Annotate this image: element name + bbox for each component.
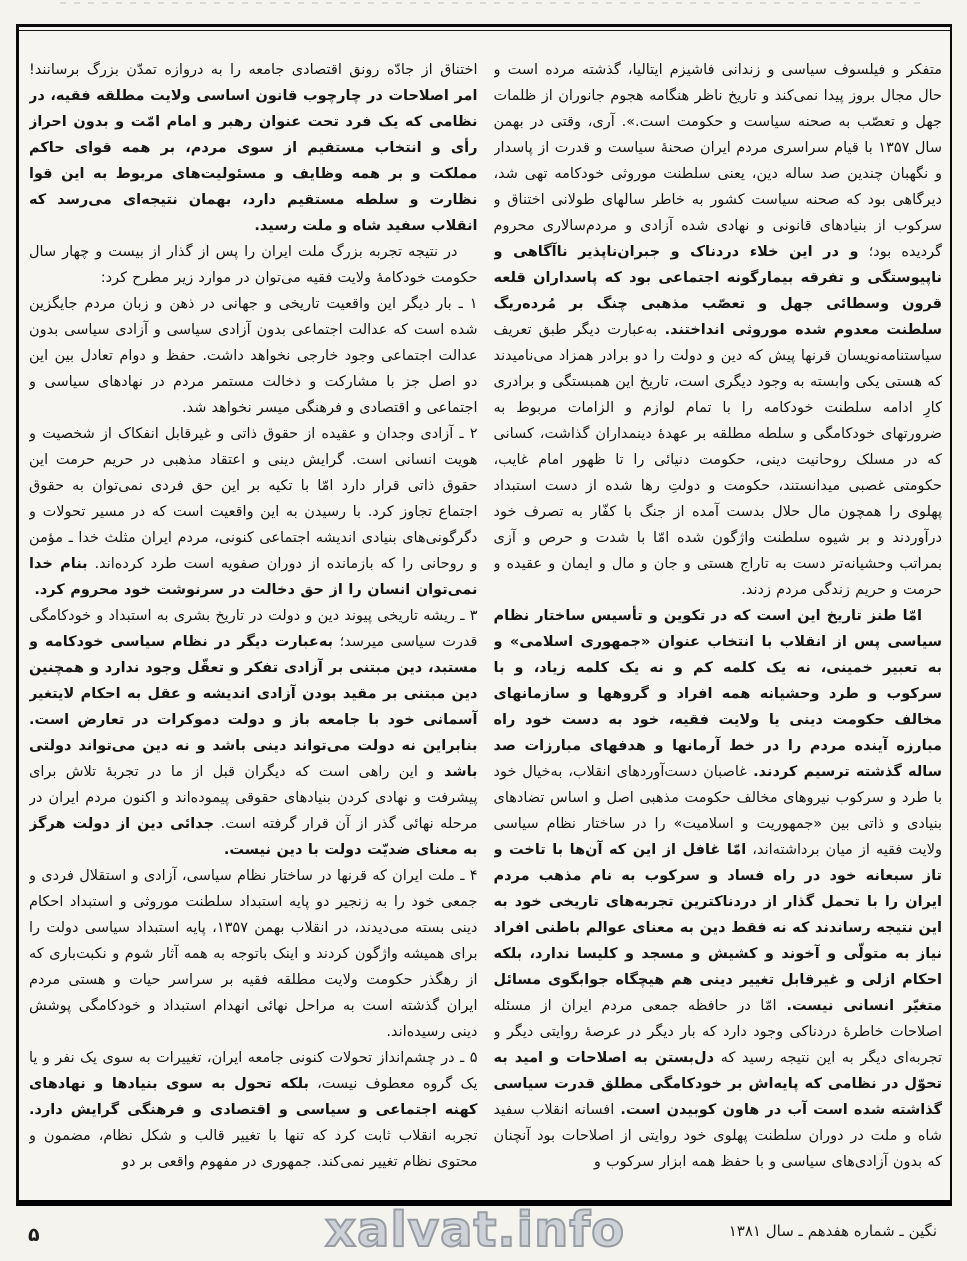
text-run: به‌عبارت دیگر طبق تعریف سیاستنامه‌نویسان قرنها پیش که دین و دولت را دو برادر همزاد می‌نامیدند که هستی یکی وابسته به وجود دیگری است، تاریخ این همبستگی و برادری کارِ ادامه سلطنت خودکامه را با تمام لوازم و الزامات مربوط به ضرورتهای خودکامگی و سلطه مطلقه بر عهدهٔ دینمداران گذاشت، کسانی که در مسلک روحانیت دینی، حکومت دنیائی را تا ظهور امام غایب، حکومتی غصبی میدانستند، حکومت و دولتِ رها شده از دست استبداد پهلوی را همچون مال حلال بدست آمده از جنگ با کفّار به تصرف خود درآوردند و بر شیوه سلطنت واژگون شده امّا با شدت و حرص و آزی بمراتب وحشیانه‌تر دست به تاراج هستی و جان و مال و ایمان و عقیده و حرمت و حریم زندگی مردم زدند.	[493, 322, 942, 598]
text-run: امّا در حافظه جمعی مردم ایران از مسئله اصلاحات خاطرهٔ دردناکی وجود دارد که بار دیگر در عرصهٔ روایتی دیگر و تجربه‌ای دیگر به این نتیجه رسید که	[493, 998, 942, 1066]
page-number: ۵	[28, 1224, 40, 1246]
paragraph	[29, 1045, 478, 1175]
text-run: غاصبان دست‌آوردهای انقلاب، به‌خیال خود با طرد و سرکوب نیروهای مخالف حکومت مذهبی اصل و اساس تضادهای بنیادی و ذاتی بین «جمهوریت و اسلامیت» را در ساختار نظام سیاسی ولایت فقیه از میان برداشته‌اند،	[493, 764, 942, 858]
paragraph	[29, 291, 478, 421]
text-columns	[29, 57, 942, 1192]
paragraph	[29, 239, 478, 291]
text-run: افسانه انقلاب سفید شاه و ملت در دوران سلطنت پهلوی خود روایتی از اصلاحات بود آنچنان که بدون آزادی‌های سیاسی و با حفظ همه ابزار سرکوب و	[493, 1102, 942, 1170]
paragraph	[29, 603, 478, 863]
text-run: ۵ ـ در چشم‌انداز تحولات کنونی جامعه ایران، تغییرات به سوی یک نفر و یا یک گروه معطوف نیست،	[29, 1050, 478, 1092]
bold-text-run: دل‌بستن به اصلاحات و امید به تحوّل در نظامی که پایه‌اش بر خودکامگی مطلق قدرت سیاسی گذاشته شده است آب در هاون کوبیدن است.	[493, 1050, 942, 1118]
text-run: تجربه انقلاب ثابت کرد که تنها با تغییر قالب و شکل نظام، مضمون و محتوی نظام تغییر نمی‌کند. جمهوری در مفهوم واقعی بر دو	[29, 1128, 478, 1170]
text-run: در نتیجه تجربه بزرگ ملت ایران را پس از گذار از بیست و چهار سال حکومت خودکامهٔ ولایت فقیه می‌توان در موارد زیر مطرح کرد:	[29, 244, 478, 286]
journal-footer-line: نگین ـ شماره هفدهم ـ سال ۱۳۸۱	[728, 1222, 937, 1240]
text-run: اختناق از جادّه رونق اقتصادی جامعه را به دروازه تمدّن بزرگ برسانند!	[29, 62, 478, 78]
text-run: ۴ ـ ملت ایران که قرنها در ساختار نظام سیاسی، آزادی و استقلال فردی و جمعی خود را به زنجیر دو پایه استبداد سلطنت موروثی و استبداد احکام دینی بسته می‌دیدند، در انقلاب بهمن ۱۳۵۷، پایه استبداد سیاسی دولت را برای همیشه واژگون کردند و اینک باتوجه به همه آثار شوم و نکبت‌باری که از رهگذر حکومت ولایت مطلقه فقیه بر سراسر حیات و هستی مردم ایران گذشته است به مراحل نهائی انهدام استبداد و خودکامگی پوشش دینی رسیده‌اند.	[29, 868, 478, 1040]
bold-text-run: و در این خلاء دردناک و جبران‌ناپذیر ناآگاهی و ناپیوستگی و تفرقه بیمارگونه اجتماعی بود که پاسداران قلعه قرون وسطائی جهل و تعصّب مذهبی چنگ بر مُرده‌ریگ سلطنت معدوم شده موروثی انداختند.	[493, 244, 942, 338]
bold-text-run: به‌عبارت دیگر در نظام سیاسی خودکامه و مستبد، دین مبتنی بر آزادی تفکر و تعقّل وجود ندارد و همچنین دین مبتنی بر مقید بودن آزادی اندیشه و عقل به احکام لایتغیر آسمانی خود با جامعه باز و دولت دموکرات در تعارض است. بنابراین نه دولت می‌تواند دینی باشد و نه دین می‌تواند دولتی باشد	[29, 634, 478, 780]
paragraph	[494, 57, 943, 603]
text-run: ۲ ـ آزادی وجدان و عقیده از حقوق ذاتی و غیرقابل انفکاک از شخصیت و هویت انسانی است. گرایش دینی و اعتقاد مذهبی در حریم حرمت این حقوق ذاتی قرار دارد امّا با تکیه بر این حق فردی نمی‌توان به حقوق اجتماع تجاوز کرد. با رسیدن به این واقعیت است که در مسیر تحولات و دگرگونی‌های بنیادی اندیشه اجتماعی کنونی، مردم ایران مثلث خدا ـ مؤمن و روحانی را که بازمانده از دوران صفویه است طرد کرده‌اند.	[29, 426, 478, 572]
text-column-right	[494, 57, 943, 1185]
text-run: ۳ ـ ریشه تاریخی پیوند دین و دولت در تاریخ بشری به استبداد و خودکامگی قدرت سیاسی میرسد؛	[29, 608, 478, 650]
text-run: و این راهی است که دیگران قبل از ما در تجربهٔ تلاش برای پیشرفت و نهادی کردن بنیادهای حقوقی پیموده‌اند و اکنون مردم ایران در مرحله نهائی گذر از آن قرار گرفته است.	[29, 764, 478, 832]
paragraph	[29, 863, 478, 1045]
text-run: ۱ ـ بار دیگر این واقعیت تاریخی و جهانی در ذهن و زبان مردم جایگزین شده است که عدالت اجتماعی بدون آزادی سیاسی و آزادی سیاسی بدون عدالت اجتماعی وجود خارجی نخواهد داشت. حفظ و دوام تعادل بین این دو اصل جز با مشارکت و دخالت مستمر مردم در نهادهای سیاسی و اجتماعی و اقتصادی و فرهنگی میسر نخواهد شد.	[29, 296, 478, 416]
bold-text-run: جدائی دین از دولت هرگز به معنای ضدیّت دولت با دین نیست.	[29, 816, 478, 858]
bold-text-run: بنام خدا نمی‌توان انسان را از حق دخالت در سرنوشت خود محروم کرد.	[29, 556, 478, 598]
bold-text-run: بلکه تحول به سوی بنیادها و نهادهای کهنه اجتماعی و سیاسی و اقتصادی و فرهنگی گرایش دارد.	[29, 1076, 478, 1118]
bold-text-run: امر اصلاحات در چارچوب قانون اساسی ولایت مطلقه فقیه، در نظامی که یک فرد تحت عنوان رهبر و امام امّت و بدون احراز رأی و انتخاب مستقیم از سوی مردم، بر همه قوای حاکم مملکت و بر همه وظایف و مسئولیت‌های مربوط به این قوا نظارت و سلطه مستقیم دارد، بهمان نتیجه‌ای می‌رسد که انقلاب سفید شاه و ملت رسید.	[29, 88, 478, 234]
text-column-left	[29, 57, 478, 1185]
paragraph	[29, 421, 478, 603]
bold-text-run: امّا غافل از این که آن‌ها با تاخت و تاز سبعانه خود در راه فساد و سرکوب به نام مذهب مردم ایران را با تحمل گذار از دردناکترین تجربه‌های تاریخی خود به این نتیجه رساندند که نه فقط دین به معنای عوالم باطنی افراد نیاز به متولّی و آخوند و کشیش و مسجد و کلیسا ندارد، بلکه احکام ازلی و غیرقابل تغییر دینی هم هیچگاه جوابگوی مسائل متغیّر انسانی نیست.	[493, 842, 942, 1014]
bold-text-run: امّا طنز تاریخ این است که در تکوین و تأسیس ساختار نظام سیاسی پس از انقلاب با انتخاب عنوان «جمهوری اسلامی» و به تعبیر خمینی، نه یک کلمه کم و نه یک کلمه زیاد، و با سرکوب و طرد وحشیانه همه افراد و گروهها و سازمانهای مخالف حکومت دینی یا ولایت فقیه، خود به دست خود راه مبارزه آینده مردم را در خط آرمانها و هدفهای مبارزات صد ساله گذشته ترسیم کردند.	[493, 608, 942, 780]
paragraph	[494, 603, 943, 1175]
text-run: متفکر و فیلسوف سیاسی و زندانی فاشیزم ایتالیا، گذشته مرده است و حال مجال بروز پیدا نمی‌کند و تاریخ ناظر هنگامه هجوم جانوران از ظلمات جهل و تعصّب به صحنه سیاست و حکومت است.». آری، وقتی در بهمن سال ۱۳۵۷ با قیام سراسری مردم ایران صحنهٔ سیاست و قدرت از پاسدار و نگهبان چندین صد ساله دین، یعنی سلطنت موروثی خودکامه تهی شد، دیرگاهی بود که صحنه سیاست کشور به خاطر سالهای طولانی اختناق و سرکوب از بنیادهای قانونی و نهادی شده آزادی و مردم‌سالاری محروم گردیده بود؛	[493, 62, 942, 260]
scan-artifact-line	[60, 2, 927, 4]
page-frame	[16, 24, 952, 1206]
paragraph	[29, 57, 478, 239]
watermark: xalvat.info	[325, 1202, 626, 1258]
